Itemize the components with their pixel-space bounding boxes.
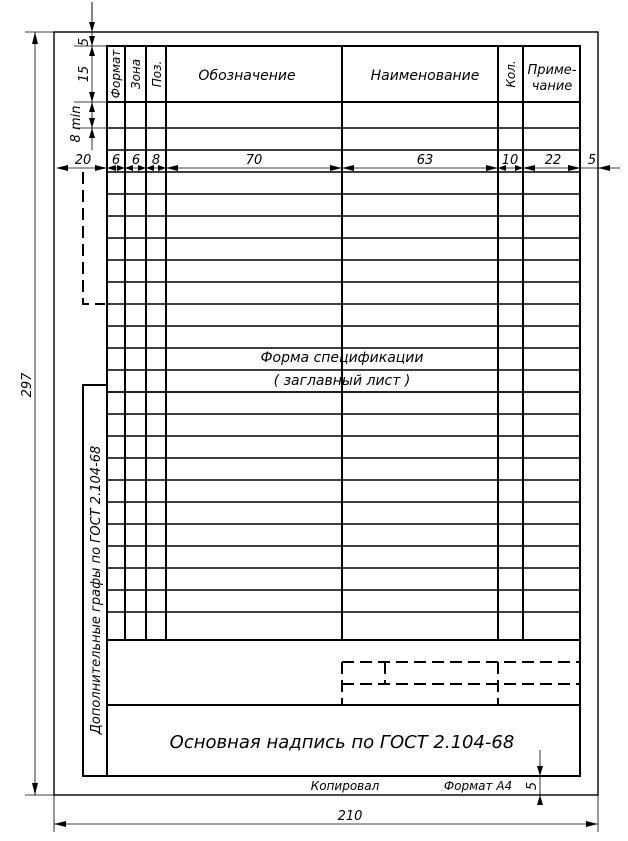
footer-copied: Копировал xyxy=(310,779,380,793)
footer-format: Формат А4 xyxy=(443,779,513,793)
dashed-title-boxes xyxy=(342,662,580,705)
header-format: Формат xyxy=(109,49,123,99)
title-block-label: Основная надпись по ГОСТ 2.104-68 xyxy=(169,732,515,753)
page-width-dimension xyxy=(54,795,598,832)
dim-header-height: 15 xyxy=(77,65,92,83)
header-zone: Зона xyxy=(129,58,143,90)
dim-format-width: 6 xyxy=(111,153,121,168)
dim-page-height: 297 xyxy=(20,372,35,398)
header-name: Наименование xyxy=(370,68,480,84)
dim-qty-width: 10 xyxy=(501,153,519,168)
dim-designation-width: 70 xyxy=(245,153,263,168)
dim-page-width: 210 xyxy=(337,809,363,824)
dim-note-width: 22 xyxy=(544,153,562,168)
dim-bottom-margin: 5 xyxy=(525,781,540,791)
dim-top-margin: 5 xyxy=(77,37,92,47)
header-note-line2: чание xyxy=(531,79,573,94)
column-lines xyxy=(125,46,523,640)
dashed-bracket xyxy=(83,172,105,304)
caption-form-subtitle: ( заглавный лист ) xyxy=(273,373,411,389)
dim-zone-width: 6 xyxy=(131,153,141,168)
header-designation: Обозначение xyxy=(198,68,296,84)
header-qty: Кол. xyxy=(504,60,518,88)
bottom-margin-dimension xyxy=(530,750,560,805)
dim-name-width: 63 xyxy=(416,153,434,168)
dim-right-margin: 5 xyxy=(587,153,597,168)
dim-pos-width: 8 xyxy=(151,153,161,168)
row-lines xyxy=(107,128,580,612)
header-note-line1: Приме- xyxy=(527,63,577,78)
dim-left-margin: 20 xyxy=(74,153,92,168)
caption-form-title: Форма спецификации xyxy=(260,350,424,366)
side-label-additional-columns: Дополнительные графы по ГОСТ 2.104-68 xyxy=(89,445,104,735)
dim-row-height: 8 min xyxy=(69,105,84,143)
page-height-dimension xyxy=(25,32,54,795)
header-pos: Поз. xyxy=(150,60,164,88)
